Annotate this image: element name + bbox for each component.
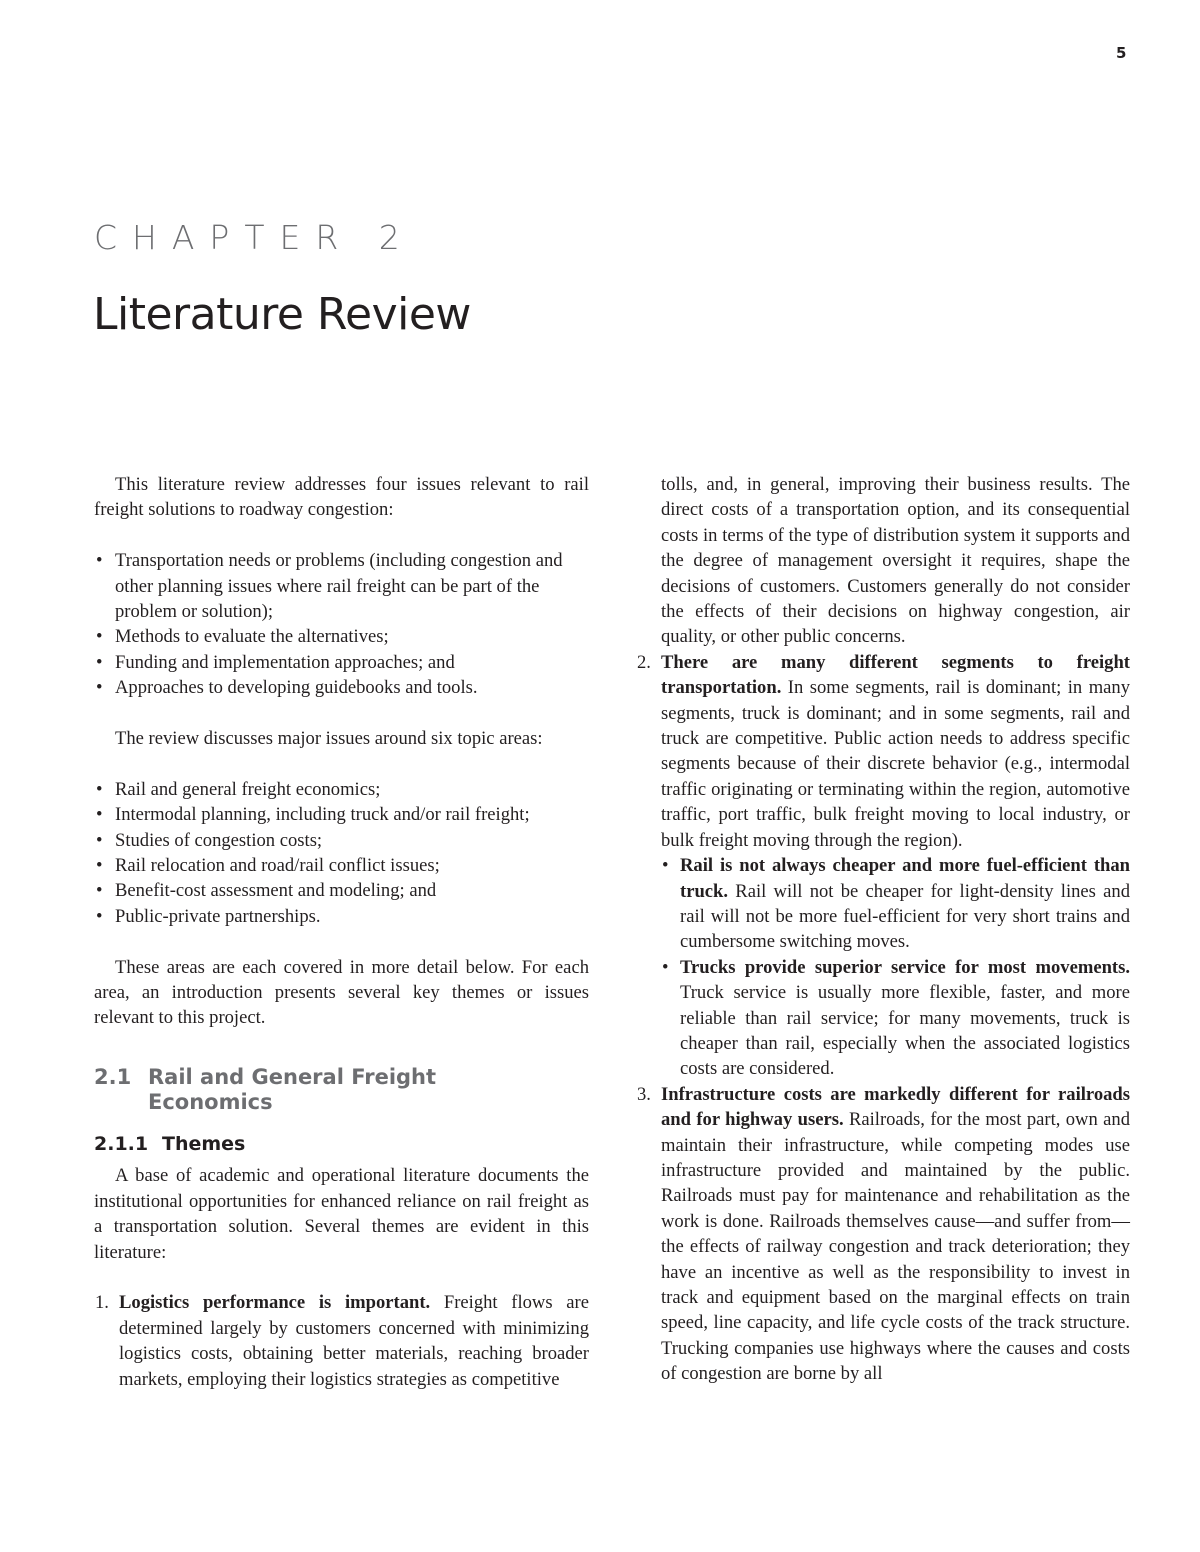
chapter-label: CHAPTER 2 bbox=[94, 218, 415, 257]
item-bold-lead: Logistics performance is important. bbox=[119, 1292, 431, 1314]
subsection-title: Themes bbox=[162, 1133, 246, 1156]
topics-list bbox=[94, 777, 589, 929]
list-item: • Funding and implementation approaches; and bbox=[94, 650, 589, 675]
page-number: 5 bbox=[1116, 44, 1127, 62]
section-heading bbox=[94, 1065, 589, 1115]
item-text: In some segments, rail is dominant; in many segments, truck is dominant; and in some segments, rail and truck are competitive. Public action needs to address specific segments because of their discrete behavior (e.g., intermodal traffic originating or terminating within the region, automotive traffic, port traffic, bulk freight moving to local industry, or bulk freight moving through the region). bbox=[661, 677, 1130, 851]
sub-bullet-text: Rail will not be cheaper for light-density lines and rail will not be more fuel-efficient for very short trains and cumbersome switching moves. bbox=[680, 880, 1130, 953]
left-column bbox=[94, 472, 589, 1392]
topics-intro-paragraph: The review discusses major issues around six topic areas: bbox=[115, 728, 543, 750]
issues-list bbox=[94, 548, 589, 700]
themes-list bbox=[94, 1290, 589, 1392]
themes-paragraph: A base of academic and operational literature documents the institutional opportunities for enhanced reliance on rail freight as a transportation solution. Several themes are evident in this literature: bbox=[94, 1165, 589, 1263]
areas-paragraph: These areas are each covered in more detail below. For each area, an introduction presents several key themes or issues relevant to this project. bbox=[94, 956, 589, 1029]
themes-list-continued bbox=[636, 650, 1130, 1387]
item-marker: 1. bbox=[95, 1292, 109, 1314]
item-bold-lead: Infrastructure costs are markedly different for railroads and for highway users. bbox=[661, 1083, 1130, 1131]
theme-item-3 bbox=[636, 1082, 1130, 1387]
theme-item-1 bbox=[94, 1290, 589, 1392]
sub-bullet-bold-lead: Trucks provide superior service for most movements. bbox=[680, 956, 1130, 978]
list-item: • Rail relocation and road/rail conflict issues; bbox=[94, 853, 589, 878]
sub-bullet-list bbox=[661, 853, 1130, 1082]
item-marker: 2. bbox=[637, 651, 651, 673]
list-item: • Intermodal planning, including truck and/or rail freight; bbox=[94, 802, 589, 827]
item-text: Railroads, for the most part, own and maintain their infrastructure, while competing modes use infrastructure provided and maintained by the public. Railroads must pay for maintenance and rehabilitation as the work is done. Railroads themselves cause—and suffer from—the effects of railway congestion and track deterioration; they have an incentive as well as the responsibility to invest in track and equipment based on the marginal effects on train speed, line capacity, and life cycle costs of the track structure. Trucking companies use highways where the causes and costs of congestion are borne by all bbox=[661, 1109, 1130, 1385]
right-column bbox=[636, 472, 1130, 1387]
section-title: Rail and General Freight Economics bbox=[148, 1064, 437, 1114]
item-bold-lead: There are many different segments to freight transportation. bbox=[661, 651, 1130, 699]
list-item: • Rail and general freight economics; bbox=[94, 777, 589, 802]
chapter-title: Literature Review bbox=[93, 289, 471, 340]
item-marker: 3. bbox=[637, 1083, 651, 1105]
list-item: • Approaches to developing guidebooks and tools. bbox=[94, 675, 589, 700]
sub-bullet-item bbox=[661, 955, 1130, 1082]
intro-paragraph: This literature review addresses four issues relevant to rail freight solutions to roadway congestion: bbox=[94, 474, 589, 521]
section-number: 2.1 bbox=[94, 1064, 132, 1089]
list-item: • Methods to evaluate the alternatives; bbox=[94, 624, 589, 649]
sub-bullet-bold-lead: Rail is not always cheaper and more fuel-efficient than truck. bbox=[680, 855, 1130, 902]
list-item: • Public-private partnerships. bbox=[94, 904, 589, 929]
theme-item-1-continued: tolls, and, in general, improving their business results. The direct costs of a transportation option, and its consequential costs in terms of the type of distribution system it supports and the degree of management oversight it requires, shape the decisions of customers. Customers generally do not consider the effects of their decisions on highway congestion, air quality, or other public concerns. bbox=[661, 474, 1130, 648]
subsection-heading bbox=[94, 1132, 589, 1157]
sub-bullet-item bbox=[661, 853, 1130, 955]
list-item: • Studies of congestion costs; bbox=[94, 828, 589, 853]
subsection-number: 2.1.1 bbox=[94, 1133, 149, 1156]
sub-bullet-text: Truck service is usually more flexible, faster, and more reliable than rail service; for many movements, truck is cheaper than rail, especially when the associated logistics costs are considered. bbox=[680, 982, 1130, 1080]
list-item: • Transportation needs or problems (including congestion and other planning issues where rail freight can be part of the problem or solution); bbox=[94, 548, 589, 624]
list-item: • Benefit-cost assessment and modeling; and bbox=[94, 878, 589, 903]
theme-item-2 bbox=[636, 650, 1130, 1082]
item-text: Freight flows are determined largely by customers concerned with minimizing logistics costs, obtaining better materials, reaching broader markets, employing their logistics strategies as competitive bbox=[119, 1292, 589, 1390]
